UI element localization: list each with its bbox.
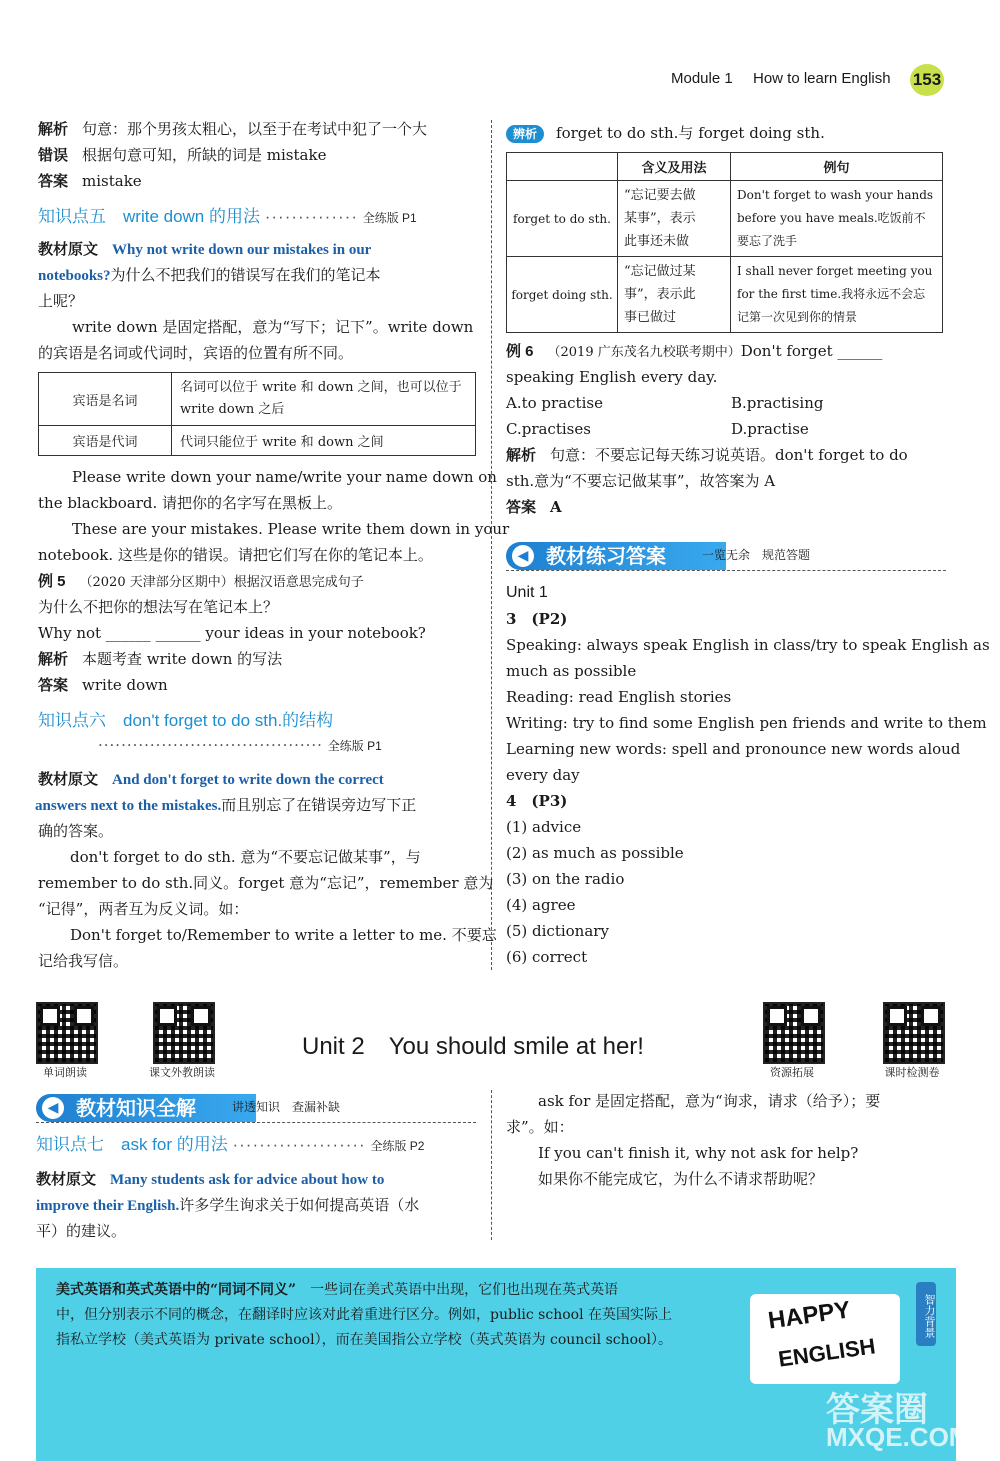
answer-item: (6) correct (506, 948, 588, 966)
example-en: Don't forget ______ (740, 342, 883, 360)
source-label: 教材原文 (38, 241, 99, 258)
option-d: D.practise (731, 420, 809, 438)
table-cell (618, 181, 731, 257)
kp5-title: 知识点五 write down 的用法 (38, 207, 260, 226)
ask-for-example-en: If you can't finish it, why not ask for help? (538, 1144, 859, 1162)
example-label: 例 5 (38, 573, 66, 590)
table-head (507, 153, 618, 181)
table-cell: forget doing sth. (507, 257, 618, 333)
kp7-source-cn2: 平）的建议。 (36, 1222, 127, 1240)
answer-text: A (550, 498, 562, 516)
divider (506, 570, 946, 571)
answer-label: 答案 (506, 499, 537, 516)
table-cell-text: for the first time.我将永远不会忘 (737, 287, 926, 301)
source-label: 教材原文 (36, 1171, 97, 1188)
table-cell (731, 181, 943, 257)
watermark: MXQE.COM (826, 1422, 971, 1452)
answer-item: (1) advice (506, 818, 582, 836)
footer-text-3: 指私立学校（美式英语为 private school），而在美国指公立学校（英式英语为 council school）。 (56, 1332, 672, 1348)
forget-table (506, 152, 943, 333)
table-cell (618, 257, 731, 333)
qr-code[interactable] (153, 1002, 215, 1064)
table-cell: forget to do sth. (507, 181, 618, 257)
example-en-2: speaking English every day. (506, 368, 718, 386)
kp6-para1: don't forget to do sth. 意为“不要忘记做某事”，与 (70, 848, 421, 866)
footer-line (56, 1278, 756, 1303)
kp6-source-en2: answers next to the mistakes. (35, 798, 222, 814)
logo-text: HAPPY (766, 1296, 853, 1335)
ask-for-para1: ask for 是固定搭配，意为“询求，请求（给予）；要 (538, 1092, 881, 1110)
table-head: 含义及用法 (618, 153, 731, 181)
side-tab: 智力背景 (916, 1282, 936, 1346)
analysis-text-2: sth.意为“不要忘记做某事”，故答案为 A (506, 472, 776, 490)
distinguish-badge: 辨析 (506, 125, 544, 143)
question-3: 3 (P2) (506, 610, 568, 628)
example-source: （2020 天津部分区期中）根据汉语意思完成句子 (79, 575, 364, 590)
answer-line: much as possible (506, 662, 637, 680)
footer-title: 美式英语和英式英语中的“同词不同义” (56, 1282, 297, 1298)
footer-text-2: 中，但分别表示不同的概念，在翻译时应该对此着重进行区分。例如，public school 在英国实际上 (56, 1307, 673, 1323)
answer-line: Speaking: always speak English in class/try to speak English as (506, 636, 990, 654)
analysis-label: 解析 (38, 121, 69, 138)
kp6-ref: 全练版 P1 (327, 739, 382, 753)
ask-for-example-cn: 如果你不能完成它，为什么不请求帮助呢？ (538, 1170, 824, 1188)
kp6-example1: Don't forget to/Remember to write a letter to me. 不要忘 (70, 926, 497, 944)
banner-subtitle: 一览无余 规范答题 (702, 548, 811, 562)
example-source: （2019 广东茂名九校联考期中） (547, 345, 741, 360)
footer-text (56, 1278, 756, 1353)
table-cell: 代词只能位于 write 和 down 之间 (172, 426, 476, 456)
table-cell (172, 373, 476, 426)
kp5-source-en2: notebooks? (38, 268, 111, 284)
table-cell-text: 要忘了洗手 (737, 234, 798, 248)
error-label: 错误 (38, 147, 69, 164)
option-c: C.practises (506, 420, 591, 438)
table-head: 例句 (731, 153, 943, 181)
header-title: How to learn English (753, 70, 891, 87)
example-en: Why not ______ ______ your ideas in your notebook? (38, 624, 426, 642)
answer-item: (5) dictionary (506, 922, 609, 940)
table-head: 宾语是名词 (39, 373, 172, 426)
banner-title: 教材练习答案 (546, 544, 666, 568)
kp5-example2b: notebook. 这些是你的错误。请把它们写在你的笔记本上。 (38, 546, 433, 564)
answer-item: (4) agree (506, 896, 576, 914)
kp6-title: 知识点六 don't forget to do sth.的结构 (38, 711, 334, 730)
answer-label: 答案 (38, 677, 69, 694)
table-cell-text: “忘记要去做 (624, 188, 696, 203)
kp6-example2: 记给我写信。 (38, 952, 129, 970)
kp5-example2a: These are your mistakes. Please write them down in your (72, 520, 510, 538)
distinguish-heading: forget to do sth.与 forget doing sth. (556, 124, 825, 142)
analysis-label: 解析 (38, 651, 69, 668)
answers-banner (506, 542, 726, 570)
column-divider (491, 120, 492, 970)
answer-text: mistake (82, 172, 142, 190)
option-b: B.practising (731, 394, 824, 412)
answer-text: write down (82, 676, 168, 694)
table-cell-text: Don't forget to wash your hands (737, 188, 934, 202)
table-cell-text: I shall never forget meeting you (737, 264, 933, 278)
kp6-source-en: And don't forget to write down the correct (112, 772, 384, 788)
knowledge-banner (36, 1094, 256, 1122)
example-cn: 为什么不把你的想法写在笔记本上？ (38, 598, 279, 616)
source-label: 教材原文 (38, 771, 99, 788)
kp5-ref: 全练版 P1 (362, 211, 417, 225)
answer-item: (2) as much as possible (506, 844, 684, 862)
qr-label: 课时检测卷 (884, 1066, 940, 1079)
option-a: A.to practise (506, 394, 603, 412)
kp5-para1: write down 是固定搭配，意为“写下；记下”。write down (72, 318, 474, 336)
speaker-icon: ◀ (42, 1097, 64, 1119)
write-down-table (38, 372, 476, 456)
kp7-source-en: Many students ask for advice about how to (110, 1172, 385, 1188)
unit-label: Unit 1 (506, 584, 548, 601)
analysis-text: 本题考查 write down 的写法 (82, 650, 283, 668)
column-divider (491, 1090, 492, 1240)
kp6-para2: remember to do sth.同义。forget 意为“忘记”，remember 意为 (38, 874, 494, 892)
kp5-source-cn2: 上呢？ (38, 292, 84, 310)
banner-subtitle: 讲透知识 查漏补缺 (232, 1100, 341, 1114)
kp7-ref: 全练版 P2 (370, 1139, 425, 1153)
kp6-source-cn: 而且别忘了在错误旁边写下正 (221, 796, 417, 814)
qr-label: 单词朗读 (43, 1066, 87, 1079)
analysis-text-2: 根据句意可知，所缺的词是 mistake (82, 146, 327, 164)
table-cell-text: before you have meals.吃饭前不 (737, 211, 926, 225)
table-cell-text: write down 之后 (180, 402, 285, 417)
kp6-source-cn2: 确的答案。 (38, 822, 114, 840)
footer-text-1: 一些词在美式英语中出现，它们也出现在英式英语 (310, 1282, 619, 1298)
ask-for-para2: 求”。如： (506, 1118, 574, 1136)
banner-title: 教材知识全解 (76, 1096, 196, 1120)
answer-label: 答案 (38, 173, 69, 190)
table-cell-text: 名词可以位于 write 和 down 之间，也可以位于 (180, 380, 462, 395)
table-cell (731, 257, 943, 333)
qr-label: 课文外教朗读 (149, 1066, 215, 1079)
table-head: 宾语是代词 (39, 426, 172, 456)
table-cell-text: 事”，表示此 (624, 287, 696, 302)
page-number: 153 (910, 64, 944, 96)
kp6-para3: “记得”，两者互为反义词。如： (38, 900, 249, 918)
qr-code[interactable] (36, 1002, 98, 1064)
kp7-source-en2: improve their English. (36, 1198, 180, 1214)
analysis-label: 解析 (506, 447, 537, 464)
table-cell-text: 记第一次见到你的情景 (737, 310, 858, 324)
example-label: 例 6 (506, 343, 534, 360)
answer-line: Reading: read English stories (506, 688, 732, 706)
kp5-para2: 的宾语是名词或代词时，宾语的位置有所不同。 (38, 344, 354, 362)
kp5-example1b: the blackboard. 请把你的名字写在黑板上。 (38, 494, 343, 512)
happy-english-logo (750, 1294, 900, 1384)
unit2-title: Unit 2 You should smile at her! (302, 1033, 644, 1060)
module-label: Module 1 (671, 70, 733, 87)
table-cell-text: 某事”，表示 (624, 211, 696, 226)
answer-line: every day (506, 766, 580, 784)
answer-item: (3) on the radio (506, 870, 625, 888)
kp5-source-cn: 为什么不把我们的错误写在我们的笔记本 (110, 266, 381, 284)
analysis-text: 句意：那个男孩太粗心，以至于在考试中犯了一个大 (82, 120, 428, 138)
answer-line: Learning new words: spell and pronounce new words aloud (506, 740, 961, 758)
logo-text: ENGLISH (776, 1333, 877, 1372)
answer-line: Writing: try to find some English pen friends and write to them (506, 714, 987, 732)
kp7-title: 知识点七 ask for 的用法 (36, 1135, 228, 1154)
table-cell-text: “忘记做过某 (624, 264, 696, 279)
question-4: 4 (P3) (506, 792, 568, 810)
divider (36, 1122, 476, 1123)
qr-code[interactable] (883, 1002, 945, 1064)
kp7-source-cn: 许多学生询求关于如何提高英语（水 (179, 1196, 420, 1214)
table-cell-text: 此事还未做 (624, 234, 690, 249)
speaker-icon: ◀ (512, 545, 534, 567)
footer-box (36, 1268, 971, 1461)
qr-label: 资源拓展 (770, 1066, 814, 1079)
qr-code[interactable] (763, 1002, 825, 1064)
table-cell-text: 事已做过 (624, 310, 677, 325)
analysis-text: 句意：不要忘记每天练习说英语。don't forget to do (550, 446, 908, 464)
watermark: 答案圈 (826, 1391, 928, 1429)
kp5-example1a: Please write down your name/write your name down on (72, 468, 497, 486)
kp5-source-en: Why not write down our mistakes in our (112, 242, 372, 258)
